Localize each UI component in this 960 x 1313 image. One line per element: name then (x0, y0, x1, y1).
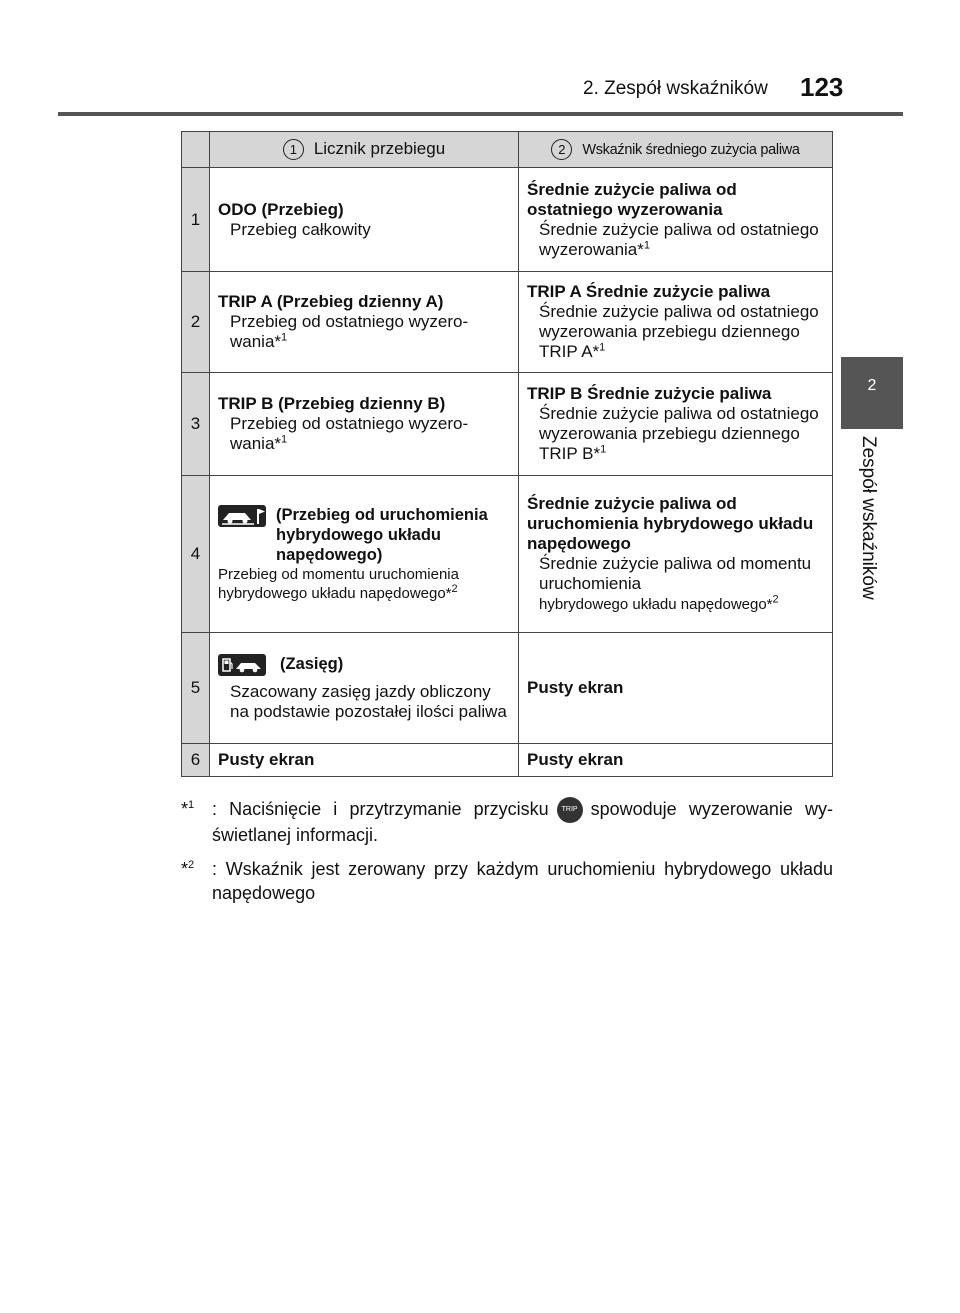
cell-title: Średnie zużycie paliwa od uruchomienia hybrydowego układu napędowego (527, 493, 814, 553)
row-number: 3 (182, 373, 210, 476)
cell-desc: Średnie zużycie paliwa od ostatniego wyzerowania przebiegu dziennego TRIP B* (539, 404, 819, 463)
cell-title: Pusty ekran (527, 750, 624, 769)
footnote-ref: 1 (643, 238, 651, 251)
footnote-ref: 2 (451, 583, 458, 595)
col1-marker: 1 (283, 139, 304, 160)
cell-desc: Średnie zużycie paliwa od ostatniego wyzerowania przebiegu dziennego TRIP A* (539, 302, 819, 361)
row-number: 4 (182, 476, 210, 633)
cell-desc: Przebieg całkowity (230, 219, 371, 239)
footnote-ref: 1 (281, 331, 288, 344)
cell-desc: Przebieg od momentu uruchomienia hybrydowego układu napędowego* (218, 566, 459, 602)
footnote-ref: 1 (599, 341, 606, 354)
display-info-table (181, 131, 833, 777)
footnote-2: *$^2$ : Wskaźnik jest zerowany przy każdym uruchomieniu hybrydowego układu napędowego (181, 859, 833, 904)
footnote-ref: 2 (772, 592, 779, 605)
cell-title: (Przebieg od uruchomienia hybrydowego układu napędowego) (276, 506, 488, 564)
footnote-ref: 1 (281, 433, 288, 446)
cell-title: Średnie zużycie paliwa od ostatniego wyzerowania (527, 179, 737, 219)
cell-title: TRIP A (Przebieg dzienny A) (218, 292, 444, 311)
footnote-ref: 1 (600, 443, 607, 456)
col2-header (519, 132, 833, 168)
cell-title: TRIP B Średnie zużycie paliwa (527, 384, 772, 403)
table-row (182, 168, 833, 272)
table-row (182, 744, 833, 777)
chapter-tab: 2 (841, 357, 903, 429)
col1-header (210, 132, 519, 168)
table-row (182, 633, 833, 744)
cell-title: TRIP B (Przebieg dzienny B) (218, 394, 446, 413)
row-number: 5 (182, 633, 210, 744)
footnotes (181, 797, 833, 915)
chapter-tab-label: Zespół wskaźników (858, 436, 879, 600)
row-number: 2 (182, 272, 210, 373)
col2-label: Wskaźnik średniego zużycia paliwa (582, 141, 800, 158)
page-number: 123 (800, 72, 844, 102)
col1-label: Licznik przebiegu (313, 138, 446, 158)
row-number: 6 (182, 744, 210, 777)
cell-title: (Zasięg) (280, 655, 344, 673)
cell-desc: Szacowany zasięg jazdy obliczony na podstawie pozostałej ilości paliwa (230, 682, 507, 721)
cell-desc-small: hybrydowego układu napędowego* (539, 595, 773, 613)
trip-button-icon: TRIP (557, 797, 583, 823)
header-rule (58, 112, 903, 116)
cell-desc: Przebieg od ostatniego wyzerowania* (230, 414, 469, 453)
table-row (182, 272, 833, 373)
cell-desc: Średnie zużycie paliwa od ostatniego wyzerowania* (539, 219, 819, 259)
cell-title: TRIP A Średnie zużycie paliwa (527, 282, 771, 301)
table-header-row (182, 132, 833, 168)
table-row (182, 476, 833, 633)
row-number: 1 (182, 168, 210, 272)
fuel-range-icon (218, 654, 266, 676)
cell-title: Pusty ekran (218, 750, 315, 769)
table-row (182, 373, 833, 476)
section-header: 2. Zespół wskaźników (583, 78, 768, 99)
car-trip-icon (218, 505, 266, 527)
cell-desc: Przebieg od ostatniego wyzerowania* (230, 312, 469, 351)
col2-marker: 2 (551, 139, 572, 160)
cell-title: ODO (Przebieg) (218, 199, 344, 219)
footnote-1: *$^1$ : Naciśnięcie i przytrzymanie przycisku TRIP spowoduje wyzerowanie wyświetlanej informacji. (181, 799, 833, 846)
cell-title: Pusty ekran (527, 678, 624, 697)
cell-desc: Średnie zużycie paliwa od momentu uruchomienia (539, 553, 812, 593)
